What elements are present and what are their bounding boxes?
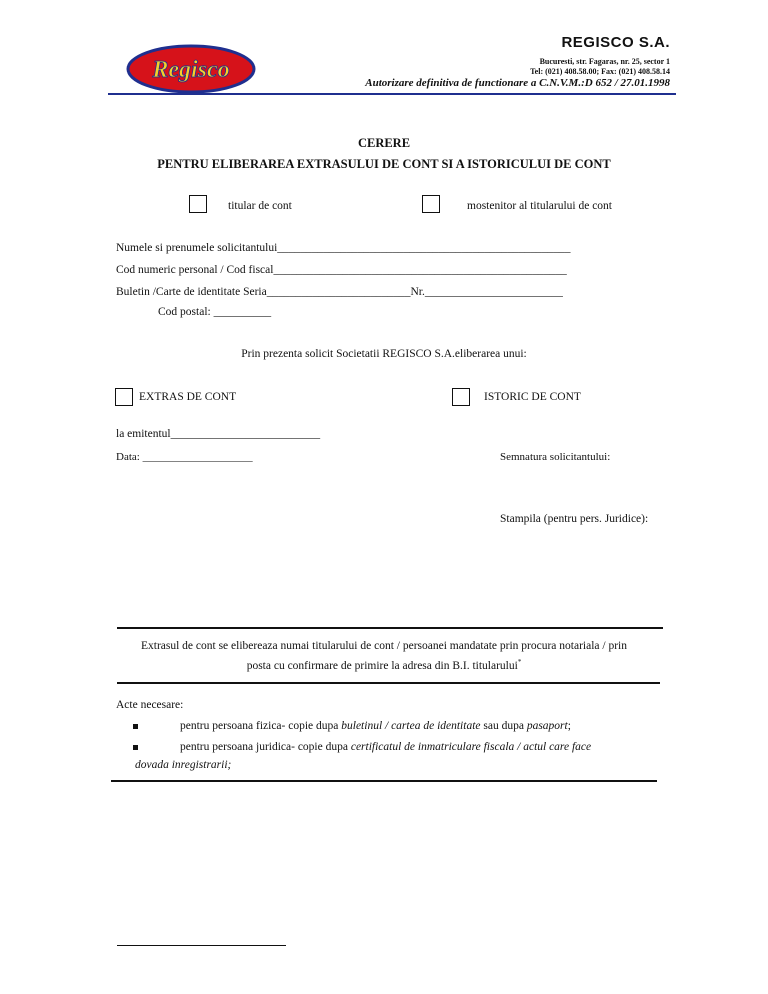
issuer-field[interactable]: la emitentul__________________________ [116, 428, 321, 440]
stamp-label: Stampila (pentru pers. Juridice): [500, 513, 649, 525]
request-sentence: Prin prezenta solicit Societatii REGISCO S.A.eliberarea unui: [241, 348, 527, 360]
company-address: Bucuresti, str. Fagaras, nr. 25, sector 1 [539, 57, 670, 66]
signature-label: Semnatura solicitantului: [500, 451, 611, 463]
name-field[interactable]: Numele si prenumele solicitantului___________________________________________________ [116, 242, 571, 254]
notice-top-divider [117, 627, 663, 629]
heir-checkbox[interactable] [422, 195, 440, 213]
heir-label: mostenitor al titularului de cont [467, 200, 612, 212]
company-name: REGISCO S.A. [561, 34, 670, 51]
cnp-field[interactable]: Cod numeric personal / Cod fiscal___________________________________________________ [116, 264, 567, 276]
header-divider [108, 93, 676, 95]
postal-code-field[interactable]: Cod postal: __________ [158, 306, 272, 318]
regisco-logo [126, 44, 256, 94]
legal-requirement: pentru persoana juridica- copie dupa certificatul de inmatriculare fiscala / actul care face [180, 741, 592, 753]
docs-bottom-divider [111, 780, 657, 782]
authorization-line: Autorizare definitiva de functionare a C.N.V.M.:D 652 / 27.01.1998 [365, 77, 670, 89]
notice-line-1: Extrasul de cont se elibereaza numai titularului de cont / persoanei mandatate prin procura notariala / prin [140, 640, 627, 652]
form-subtitle: PENTRU ELIBERAREA EXTRASULUI DE CONT SI A ISTORICULUI DE CONT [157, 157, 611, 171]
holder-checkbox[interactable] [189, 195, 207, 213]
legal-requirement-cont: dovada inregistrarii; [135, 759, 232, 771]
history-label: ISTORIC DE CONT [484, 391, 581, 403]
form-title: CERERE [357, 136, 411, 150]
notice-bottom-divider [117, 682, 660, 684]
footnote-mark: * [517, 658, 522, 666]
date-field[interactable]: Data: ____________________ [116, 451, 253, 463]
holder-label: titular de cont [228, 200, 292, 212]
company-phone: Tel: (021) 408.58.00; Fax: (021) 408.58.14 [530, 67, 670, 76]
logo-text: Regisco [152, 57, 230, 83]
required-docs-heading: Acte necesare: [116, 699, 184, 711]
id-card-field[interactable]: Buletin /Carte de identitate Seria_________________________Nr.________________________ [116, 286, 563, 298]
individual-requirement: pentru persoana fizica- copie dupa buletinul / cartea de identitate sau dupa pasaport; [180, 720, 571, 732]
bullet-marker [133, 745, 138, 750]
history-checkbox[interactable] [452, 388, 470, 406]
footnote-separator [117, 945, 286, 946]
bullet-marker [133, 724, 138, 729]
statement-label: EXTRAS DE CONT [139, 391, 237, 403]
notice-line-2: posta cu confirmare de primire la adresa din B.I. titularului* [246, 658, 522, 672]
statement-checkbox[interactable] [115, 388, 133, 406]
